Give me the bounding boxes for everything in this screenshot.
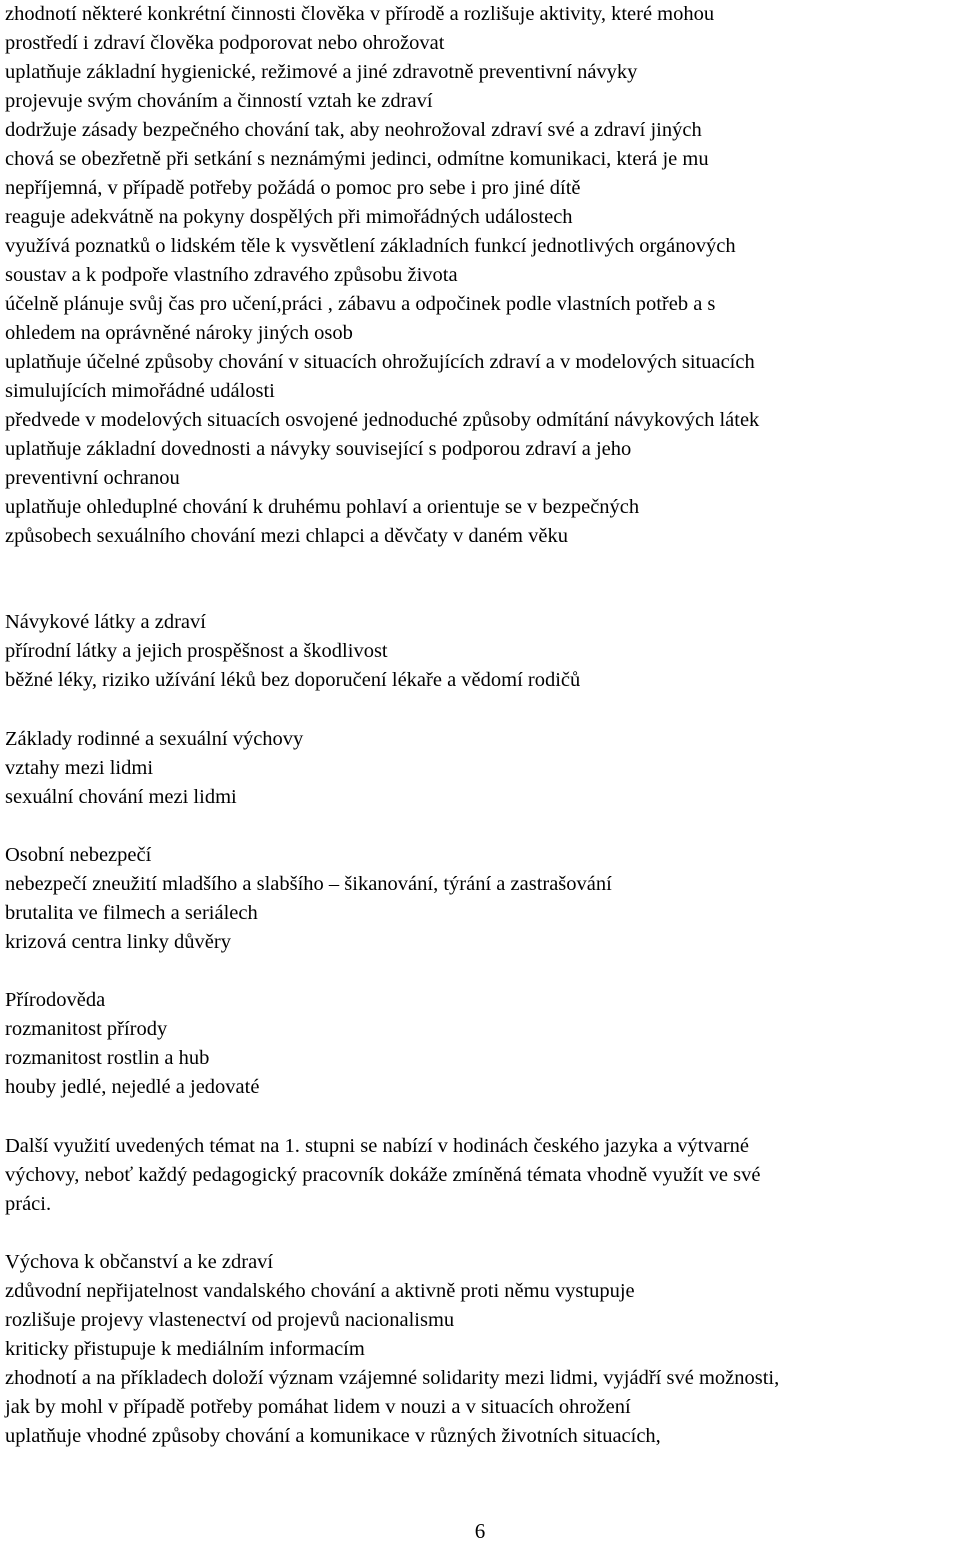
- outcome-line: ohledem na oprávněné nároky jiných osob: [5, 322, 353, 344]
- section-item: krizová centra linky důvěry: [5, 931, 231, 953]
- paragraph-line: výchovy, neboť každý pedagogický pracovník dokáže zmíněná témata vhodně využít ve své: [5, 1164, 761, 1186]
- outcome-line: uplatňuje ohleduplné chování k druhému pohlaví a orientuje se v bezpečných: [5, 496, 640, 518]
- section-item: kriticky přistupuje k mediálním informacím: [5, 1338, 365, 1360]
- outcome-line: způsobech sexuálního chování mezi chlapci a děvčaty v daném věku: [5, 525, 568, 547]
- section-obcanstvi: [5, 1248, 960, 1451]
- outcome-line: soustav a k podpoře vlastního zdravého způsobu života: [5, 264, 458, 286]
- section-item: uplatňuje vhodné způsoby chování a komunikace v různých životních situacích,: [5, 1425, 661, 1447]
- section-item: vztahy mezi lidmi: [5, 757, 154, 779]
- section-navykove-latky: [5, 608, 960, 695]
- section-item: rozmanitost rostlin a hub: [5, 1047, 210, 1069]
- outcomes-list: [5, 0, 960, 551]
- outcome-line: zhodnotí některé konkrétní činnosti člověka v přírodě a rozlišuje aktivity, které mohou: [5, 3, 715, 25]
- section-item: jak by mohl v případě potřeby pomáhat lidem v nouzi a v situacích ohrožení: [5, 1396, 631, 1418]
- section-heading: Výchova k občanství a ke zdraví: [5, 1251, 274, 1273]
- outcome-line: projevuje svým chováním a činností vztah ke zdraví: [5, 90, 433, 112]
- section-item: přírodní látky a jejich prospěšnost a škodlivost: [5, 640, 388, 662]
- section-prirodoveda: [5, 986, 960, 1102]
- section-item: zdůvodní nepřijatelnost vandalského chování a aktivně proti němu vystupuje: [5, 1280, 635, 1302]
- outcome-line: uplatňuje účelné způsoby chování v situacích ohrožujících zdraví a v modelových situacích: [5, 351, 755, 373]
- section-heading: Návykové látky a zdraví: [5, 611, 206, 633]
- paragraph-line: Další využití uvedených témat na 1. stupni se nabízí v hodinách českého jazyka a výtvarné: [5, 1135, 750, 1157]
- outcome-line: chová se obezřetně při setkání s neznámými jedinci, odmítne komunikaci, která je mu: [5, 148, 709, 170]
- outcome-line: preventivní ochranou: [5, 467, 180, 489]
- section-item: sexuální chování mezi lidmi: [5, 786, 237, 808]
- outcome-line: účelně plánuje svůj čas pro učení,práci , zábavu a odpočinek podle vlastních potřeb a s: [5, 293, 716, 315]
- outcome-line: simulujících mimořádné události: [5, 380, 275, 402]
- section-rodinna-vychova: [5, 725, 960, 812]
- outcome-line: využívá poznatků o lidském těle k vysvětlení základních funkcí jednotlivých orgánových: [5, 235, 736, 257]
- outcome-line: prostředí i zdraví člověka podporovat nebo ohrožovat: [5, 32, 445, 54]
- section-item: brutalita ve filmech a seriálech: [5, 902, 258, 924]
- section-item: nebezpečí zneužití mladšího a slabšího – šikanování, týrání a zastrašování: [5, 873, 612, 895]
- outcome-line: uplatňuje základní dovednosti a návyky související s podporou zdraví a jeho: [5, 438, 632, 460]
- outcome-line: předvede v modelových situacích osvojené jednoduché způsoby odmítání návykových látek: [5, 409, 760, 431]
- section-item: zhodnotí a na příkladech doloží význam vzájemné solidarity mezi lidmi, vyjádří své možnosti,: [5, 1367, 780, 1389]
- section-osobni-nebezpeci: [5, 841, 960, 957]
- section-item: běžné léky, riziko užívání léků bez doporučení lékaře a vědomí rodičů: [5, 669, 581, 691]
- page-number: 6: [474, 1519, 486, 1543]
- section-item: houby jedlé, nejedlé a jedovaté: [5, 1076, 260, 1098]
- outcome-line: reaguje adekvátně na pokyny dospělých při mimořádných událostech: [5, 206, 573, 228]
- section-item: rozlišuje projevy vlastenectví od projevů nacionalismu: [5, 1309, 455, 1331]
- section-heading: Osobní nebezpečí: [5, 844, 152, 866]
- section-item: rozmanitost přírody: [5, 1018, 168, 1040]
- section-heading: Přírodověda: [5, 989, 106, 1011]
- section-heading: Základy rodinné a sexuální výchovy: [5, 728, 304, 750]
- section-dalsi-vyuziti: [5, 1132, 960, 1219]
- outcome-line: nepříjemná, v případě potřeby požádá o pomoc pro sebe i pro jiné dítě: [5, 177, 581, 199]
- paragraph-line: práci.: [5, 1193, 52, 1215]
- outcome-line: dodržuje zásady bezpečného chování tak, aby neohrožoval zdraví své a zdraví jiných: [5, 119, 702, 141]
- outcome-line: uplatňuje základní hygienické, režimové a jiné zdravotně preventivní návyky: [5, 61, 638, 83]
